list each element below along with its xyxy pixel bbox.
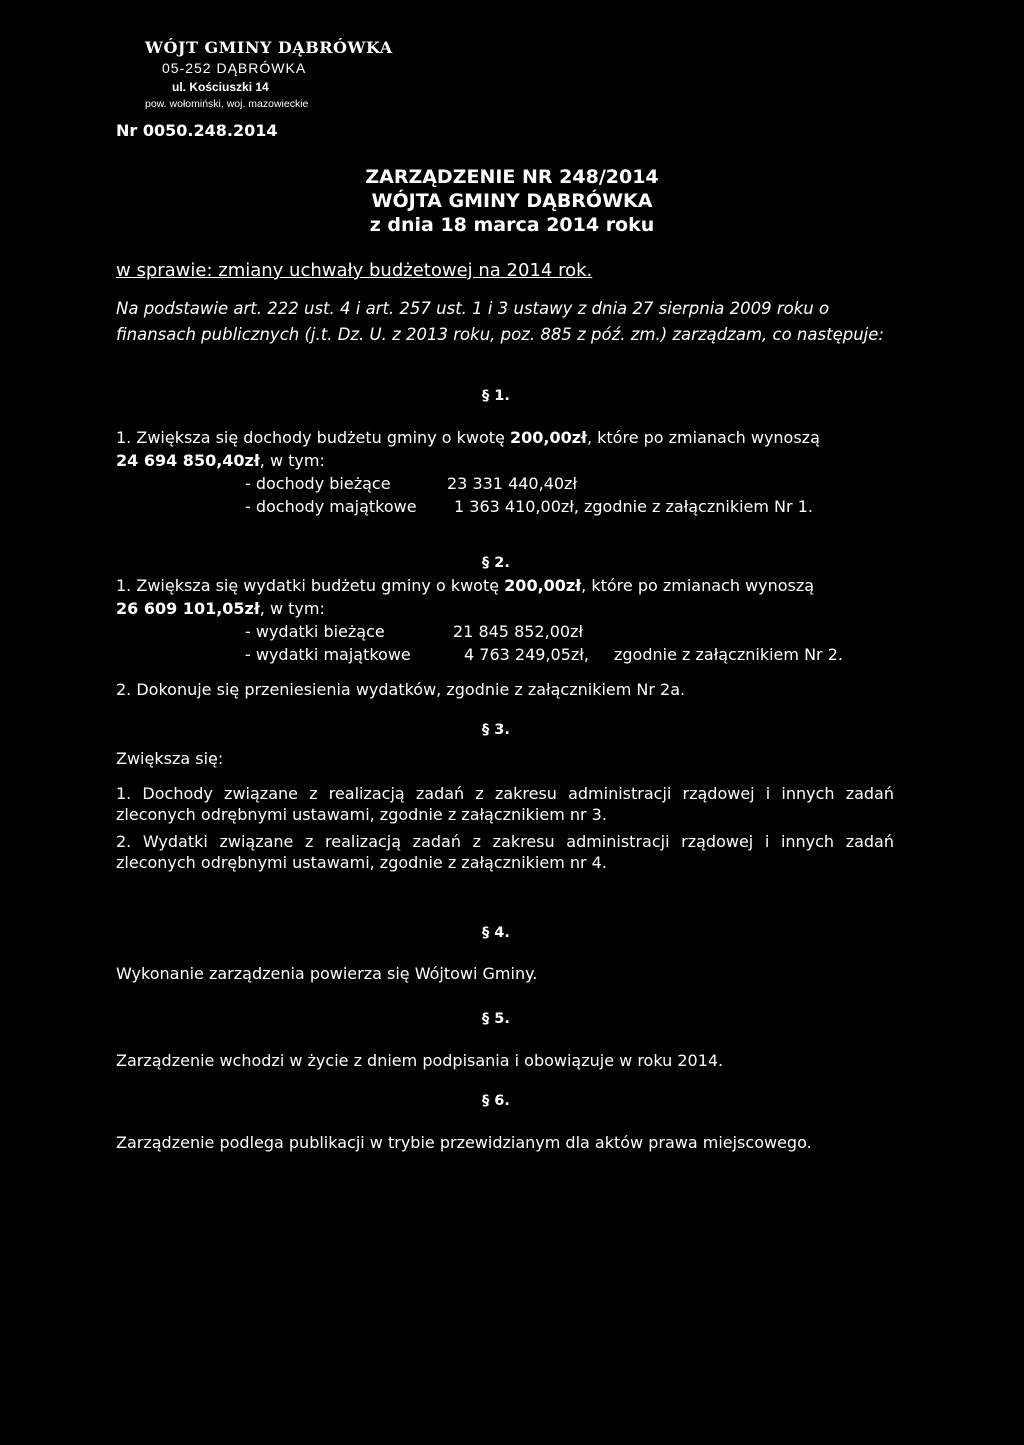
section-1-paragraph xyxy=(116,428,820,447)
section-3-paragraph-1: 1. Dochody związane z realizacją zadań z zakresu administracji rządowej i innych zadań zleconych odrębnymi ustawami, zgodnie z załącznikiem nr 3. xyxy=(116,784,894,824)
section-4-text: Wykonanie zarządzenia powierza się Wójtowi Gminy. xyxy=(116,964,538,983)
section-2-total-line xyxy=(116,599,325,618)
document-title-line1: ZARZĄDZENIE NR 248/2014 xyxy=(365,166,659,188)
section-1-amount: 200,00zł xyxy=(509,428,587,447)
section-2-item2-note: zgodnie z załącznikiem Nr 2. xyxy=(614,645,843,664)
section-2-text-end: , które po zmianach wynoszą xyxy=(581,576,815,595)
section-2-item2-value: 4 763 249,05zł, xyxy=(464,645,589,664)
section-2-amount: 200,00zł xyxy=(504,576,582,595)
section-1-text-start: 1. Zwiększa się dochody budżetu gminy o kwotę xyxy=(116,428,510,447)
document-title-line3: z dnia 18 marca 2014 roku xyxy=(369,214,655,236)
stamp-postal: 05-252 DĄBRÓWKA xyxy=(162,60,307,76)
legal-basis: Na podstawie art. 222 ust. 4 i art. 257 ust. 1 i 3 ustawy z dnia 27 sierpnia 2009 roku o finansach publicznych (j.t. Dz. U. z 2013 roku, poz. 885 z póź. zm.) zarządzam, co następuje: xyxy=(116,299,884,344)
section-1-text-end: , które po zmianach wynoszą xyxy=(586,428,820,447)
section-2-total: 26 609 101,05zł xyxy=(116,599,260,618)
section-1-total: 24 694 850,40zł xyxy=(116,451,260,470)
section-1-tail: , w tym: xyxy=(259,451,325,470)
section-3-intro: Zwiększa się: xyxy=(116,749,224,768)
section-1-item1-value: 23 331 440,40zł xyxy=(447,474,577,493)
section-3-heading: § 3. xyxy=(482,722,510,738)
document-title-line2: WÓJTA GMINY DĄBRÓWKA xyxy=(371,190,653,212)
section-2-heading: § 2. xyxy=(482,555,510,571)
section-1-total-line xyxy=(116,451,325,470)
stamp-district: pow. wołomiński, woj. mazowieckie xyxy=(145,98,309,110)
section-1-item2-label: - dochody majątkowe xyxy=(245,497,417,516)
section-2-paragraph-2: 2. Dokonuje się przeniesienia wydatków, zgodnie z załącznikiem Nr 2a. xyxy=(116,680,686,699)
section-4-heading: § 4. xyxy=(482,925,510,941)
section-2-item2-label: - wydatki majątkowe xyxy=(245,645,411,664)
section-2-item1-value: 21 845 852,00zł xyxy=(453,622,583,641)
section-6-text: Zarządzenie podlega publikacji w trybie przewidzianym dla aktów prawa miejscowego. xyxy=(116,1133,812,1152)
section-5-text: Zarządzenie wchodzi w życie z dniem podpisania i obowiązuje w roku 2014. xyxy=(116,1051,724,1070)
reference-number: Nr 0050.248.2014 xyxy=(116,121,278,140)
stamp-street: ul. Kościuszki 14 xyxy=(172,80,269,94)
section-1-item1-label: - dochody bieżące xyxy=(245,474,391,493)
section-2-text-start: 1. Zwiększa się wydatki budżetu gminy o kwotę xyxy=(116,576,505,595)
section-2-item1-label: - wydatki bieżące xyxy=(245,622,385,641)
section-6-heading: § 6. xyxy=(482,1093,510,1109)
section-2-tail: , w tym: xyxy=(259,599,325,618)
section-1-item2-value: 1 363 410,00zł, zgodnie z załącznikiem Nr 1. xyxy=(454,497,813,516)
section-3-paragraph-2: 2. Wydatki związane z realizacją zadań z zakresu administracji rządowej i innych zadań zleconych odrębnymi ustawami, zgodnie z załącznikiem nr 4. xyxy=(116,832,894,872)
section-5-heading: § 5. xyxy=(482,1011,510,1027)
stamp-title: WÓJT GMINY DĄBRÓWKA xyxy=(145,38,393,57)
section-2-paragraph xyxy=(116,576,814,595)
document-subject: w sprawie: zmiany uchwały budżetowej na 2014 rok. xyxy=(116,260,593,281)
section-1-heading: § 1. xyxy=(482,388,510,404)
